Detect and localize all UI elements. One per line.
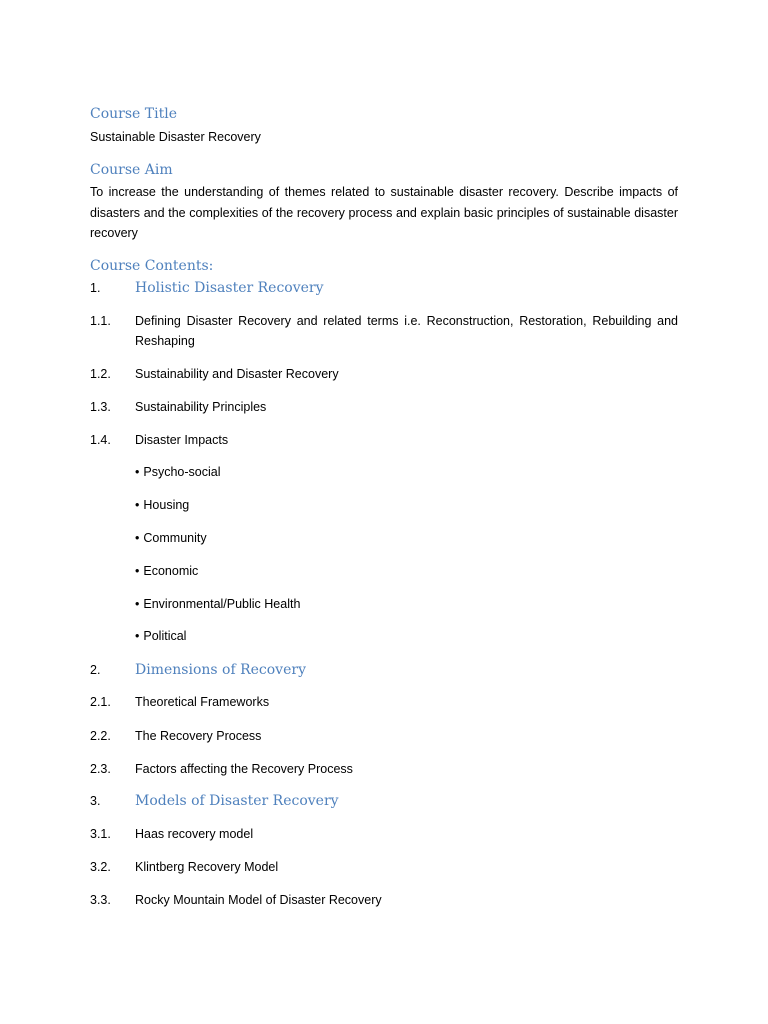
bullet-text: Economic	[143, 564, 199, 578]
section-heading	[90, 791, 678, 811]
course-contents-heading: Course Contents:	[90, 258, 214, 274]
item-text: Disaster Impacts	[135, 433, 229, 447]
item-number: 2.3.	[90, 762, 111, 776]
section-number: 2.	[90, 663, 101, 677]
bullet-text: Community	[143, 531, 207, 545]
list-item	[90, 824, 678, 844]
item-number: 1.3.	[90, 400, 111, 414]
bullet-item	[135, 495, 189, 515]
item-number: 3.3.	[90, 893, 111, 907]
item-number: 3.2.	[90, 860, 111, 874]
bullet-item	[135, 626, 186, 646]
bullet-item	[135, 561, 198, 581]
course-aim-text: To increase the understanding of themes related to sustainable disaster recovery. Describe impacts of disasters and the complexities of the recovery process and explain basic principles of sustainable disaster recovery	[90, 185, 678, 240]
list-item	[90, 726, 678, 746]
list-item	[90, 364, 678, 384]
bullet-text: Environmental/Public Health	[143, 597, 301, 611]
item-text: Defining Disaster Recovery and related terms i.e. Reconstruction, Restoration, Rebuilding and Reshaping	[135, 314, 678, 348]
list-item	[90, 430, 678, 450]
bullet-glyph: •	[135, 531, 140, 545]
bullet-glyph: •	[135, 597, 140, 611]
list-item	[90, 311, 678, 351]
section-number: 1.	[90, 281, 101, 295]
course-title-heading: Course Title	[90, 106, 177, 122]
item-number: 3.1.	[90, 827, 111, 841]
document-page	[90, 0, 678, 1024]
item-text: Haas recovery model	[135, 827, 254, 841]
list-item	[90, 397, 678, 417]
bullet-glyph: •	[135, 629, 140, 643]
item-text: Sustainability Principles	[135, 400, 267, 414]
section-title: Dimensions of Recovery	[135, 662, 306, 678]
section-heading	[90, 278, 678, 298]
section-title: Models of Disaster Recovery	[135, 793, 339, 809]
item-number: 2.1.	[90, 695, 111, 709]
item-number: 2.2.	[90, 729, 111, 743]
item-text: Rocky Mountain Model of Disaster Recovery	[135, 893, 382, 907]
bullet-text: Political	[143, 629, 187, 643]
item-text: Klintberg Recovery Model	[135, 860, 279, 874]
item-text: Sustainability and Disaster Recovery	[135, 367, 339, 381]
list-item	[90, 890, 678, 910]
list-item	[90, 857, 678, 877]
bullet-item	[135, 594, 300, 614]
item-text: Theoretical Frameworks	[135, 695, 270, 709]
course-title: Sustainable Disaster Recovery	[90, 130, 261, 144]
list-item	[90, 692, 678, 712]
item-text: The Recovery Process	[135, 729, 262, 743]
bullet-text: Housing	[143, 498, 190, 512]
bullet-glyph: •	[135, 465, 140, 479]
bullet-item	[135, 462, 221, 482]
section-title: Holistic Disaster Recovery	[135, 280, 324, 296]
item-number: 1.2.	[90, 367, 111, 381]
item-number: 1.1.	[90, 314, 111, 328]
section-heading	[90, 660, 678, 680]
bullet-glyph: •	[135, 564, 140, 578]
bullet-text: Psycho-social	[143, 465, 221, 479]
course-aim-heading: Course Aim	[90, 162, 173, 178]
item-number: 1.4.	[90, 433, 111, 447]
list-item	[90, 759, 678, 779]
bullet-glyph: •	[135, 498, 140, 512]
item-text: Factors affecting the Recovery Process	[135, 762, 353, 776]
section-number: 3.	[90, 794, 101, 808]
bullet-item	[135, 528, 207, 548]
